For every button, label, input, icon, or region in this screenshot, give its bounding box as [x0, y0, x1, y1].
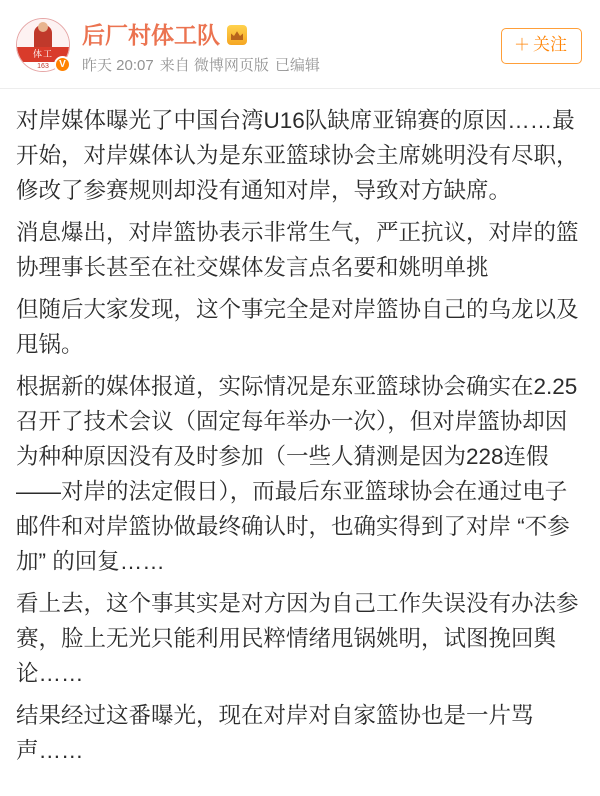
- post-edited-label: 已编辑: [274, 57, 320, 74]
- verified-badge-icon: V: [54, 56, 71, 73]
- plus-icon: ＋: [513, 37, 530, 54]
- post-header: [0, 0, 600, 88]
- avatar-band-label: 体工: [32, 49, 53, 59]
- post-source[interactable]: 来自 微博网页版: [159, 57, 269, 74]
- post-paragraph: 但随后大家发现，这个事完全是对岸篮协自己的乌龙以及甩锅。: [16, 297, 579, 357]
- avatar-figure-head: [38, 22, 48, 32]
- post-paragraph: 看上去，这个事其实是对方因为自己工作失误没有办法参赛，脸上无光只能利用民粹情绪甩锅姚明，试图挽回舆论……: [16, 591, 579, 686]
- crown-icon: [227, 25, 247, 45]
- post-paragraph: 结果经过这番曝光，现在对岸对自家篮协也是一片骂声……: [16, 703, 534, 763]
- avatar[interactable]: [16, 18, 70, 72]
- post-paragraph: 消息爆出，对岸篮协表示非常生气，严正抗议，对岸的篮协理事长甚至在社交媒体发言点名要和姚明单挑: [16, 220, 579, 280]
- avatar-footer-label: 163: [37, 63, 49, 70]
- post-paragraph: 根据新的媒体报道，实际情况是东亚篮球协会确实在2.25召开了技术会议（固定每年举办一次），但对岸篮协却因为种种原因没有及时参加（一些人猜测是因为228连假——对岸的法定假日），而最后东亚篮球协会在通过电子邮件和对岸篮协做最终确认时，也确实得到了对岸 “不参加” 的回复……: [16, 374, 578, 574]
- post-content: [0, 89, 600, 778]
- post-paragraph: 对岸媒体曝光了中国台湾U16队缺席亚锦赛的原因……最开始，对岸媒体认为是东亚篮球协会主席姚明没有尽职，修改了参赛规则却没有通知对岸，导致对方缺席。: [16, 108, 579, 203]
- follow-button-label: 关注: [533, 35, 567, 54]
- follow-button[interactable]: [501, 28, 582, 64]
- author-nickname[interactable]: 后厂村体工队: [82, 22, 220, 48]
- post-timestamp: 昨天 20:07: [82, 57, 154, 74]
